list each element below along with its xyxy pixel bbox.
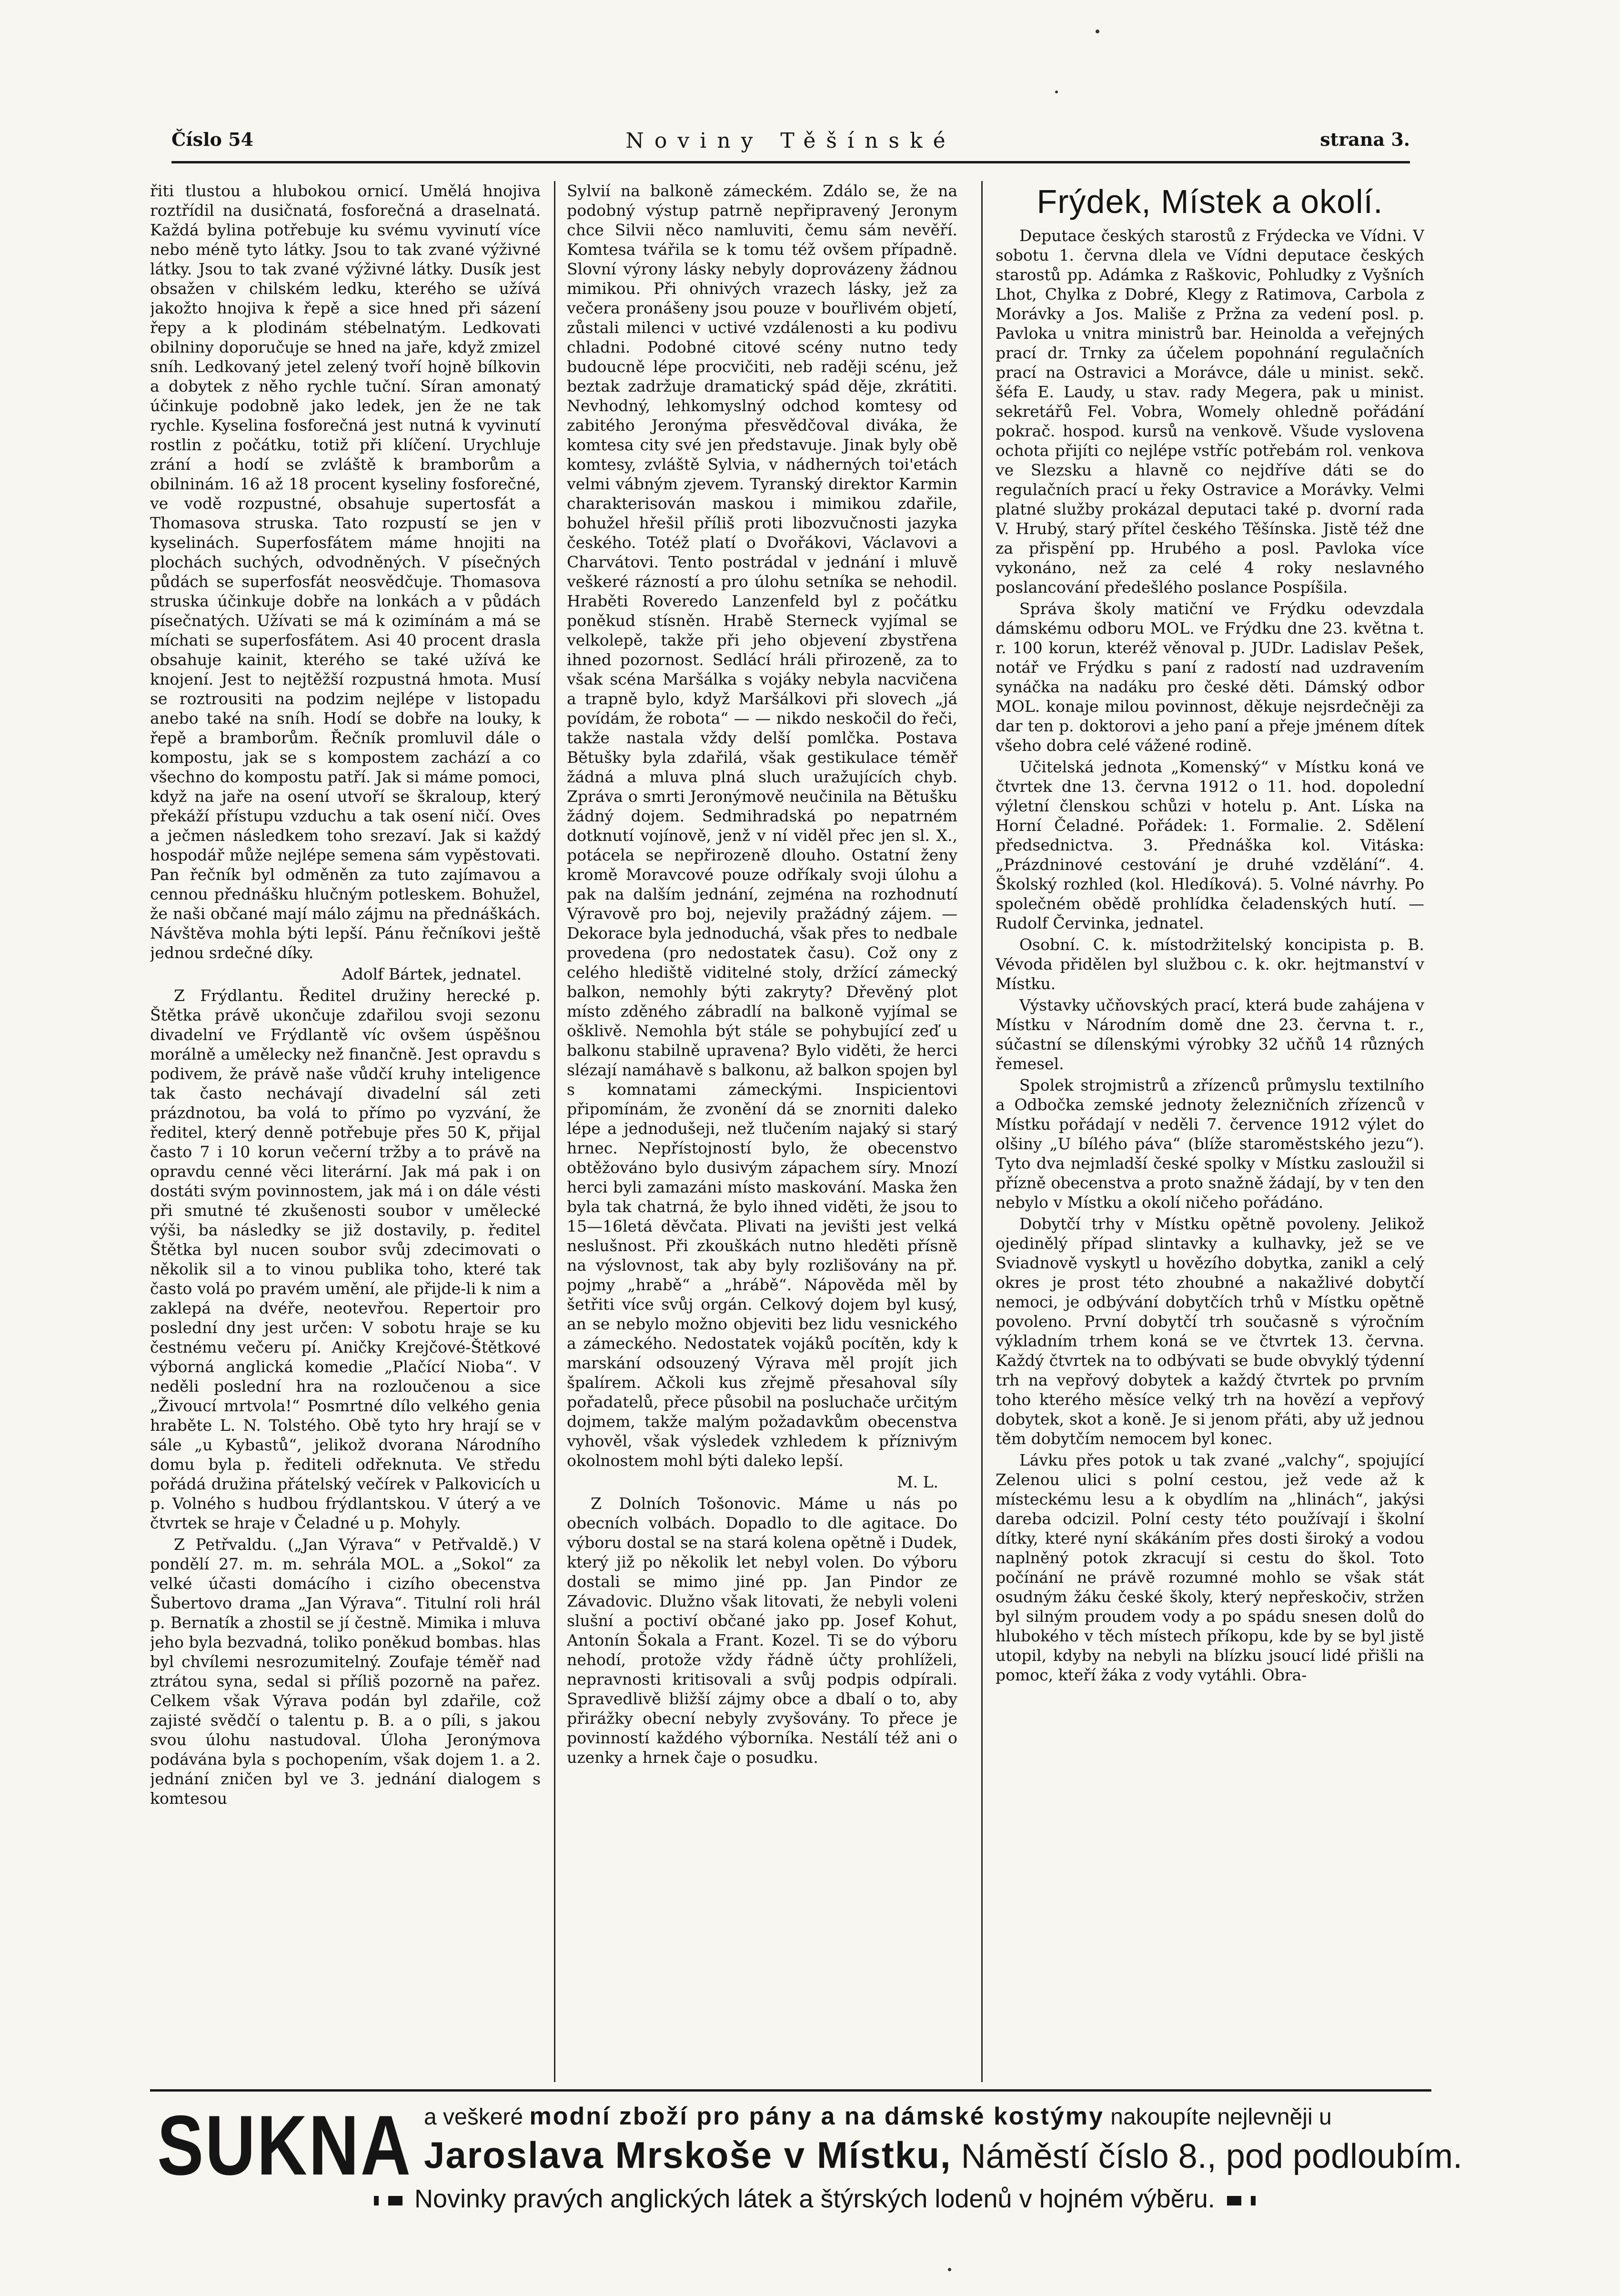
- ornament-mark: [388, 2196, 402, 2205]
- ad-text: Novinky pravých anglických látek a štýrských lodenů v hojném výběru.: [414, 2185, 1215, 2213]
- column-divider: [554, 181, 555, 2082]
- article-lavka: Lávku přes potok u tak zvané „valchy“, spojující Zelenou ulici s polní cestou, jež vede až k místeckému lesu a k obydlím na „hlinách“, jakýsi dareba odcizil. Polní cesty této používají i školní dítky, které nyní skákáním přes dosti široký a vodou naplněný potok zkracují si cestu do škol. Toto počínání ne právě rozumné mohlo se však stát osudným žáku české školy, který nepřeskočiv, stržen byl silným proudem vody a po spádu snesen dolů do hlubokého v těch místech příkopu, kde by se byl jistě utopil, kdyby na nebyli na blízku jsoucí lidé přišli na pomoc, kteří žáka z vody vytáhli. Obra-: [996, 1451, 1424, 1684]
- article-signature: M. L.: [896, 1473, 938, 1491]
- page-header: [171, 128, 1410, 163]
- ad-text: nakoupíte nejlevněji u: [1110, 2104, 1332, 2130]
- column-2: [567, 181, 957, 2082]
- article-petrvald: Z Petřvaldu. („Jan Výrava“ v Petřvaldě.) V pondělí 27. m. m. sehrála MOL. a „Sokol“ za velké účasti domácího i cizího obecenstva Šubertovo drama „Jan Výrava“. Titulní roli hrál p. Bernatík a zhostil se jí čestně. Mimika i mluva jeho byla bezvadná, toliko poněkud bombas. hlas byl chvílemi nesrozumitelný. Zoufaje téměř nad ztrátou syna, sedal si příliš pozorně na pařez. Celkem však Výrava podán byl zdařile, což zajisté svědčí o talentu p. B. a o píli, s jakou svou úlohu nastudoval. Úloha Jeronýmova podávána byla s pochopením, však dojem 1. a 2. jednání zničen byl ve 3. jednání dialogem s komtesou: [150, 1535, 541, 1808]
- column-1: [150, 181, 541, 2082]
- print-speck: [1096, 30, 1099, 33]
- article-skola: Správa školy matiční ve Frýdku odevzdala dámskému odboru MOL. ve Frýdku dne 23. května t. r. 100 korun, kteréž věnoval p. JUDr. Ladislav Pešek, notář ve Frýdku s paní z radostí nad uzdravením synáčka na nadáku pro české děti. Dámský odbor MOL. konaje milou povinnost, děkuje nejsrdečněji za dar ten p. doktorovi a jeho paní a přeje jménem dítek všeho dobra celé vážené rodině.: [996, 599, 1424, 755]
- page-number: strana 3.: [1320, 129, 1410, 150]
- column-3: [996, 181, 1424, 2082]
- article-deputace: Deputace českých starostů z Frýdecka ve Vídni. V sobotu 1. června dlela ve Vídni deputace českých starostů pp. Adámka z Raškovic, Pohludky z Vyšních Lhot, Chylka z Dobré, Klegy z Ratimova, Carbola z Morávky a Jos. Mališe z Pržna za vedení posl. p. Pavloka u vnitra ministrů bar. Heinolda a veřejných prací dr. Trnky za účelem popohnání regulačních prací na Ostravici a Morávce, dále u minist. sekč. šéfa E. Laudy, u stav. rady Megera, pak u minist. sekretářů Fel. Vobra, Womely ohledně pořádání pokrač. hospod. kursů na venkově. Všude vyslovena ochota přijíti co nejlépe vstříc potřebám rol. venkova ve Slezsku a hlavně co nejdříve dáti se do regulačních prací u řeky Ostravice a Morávky. Velmi platné služby prokázal deputaci také p. dvorní rada V. Hrubý, starý přítel českého Těšínska. Jistě též dne za přispění pp. Hrubého a posl. Pavloka více vykonáno, než za celé 4 roky neslavného poslancování předešlého poslance Pospíšila.: [996, 226, 1424, 597]
- print-speck: [1055, 91, 1058, 93]
- article-paragraph: Sylvií na balkoně zámeckém. Zdálo se, že na podobný výstup patrně nepřipravený Jeronym chce Silvii něco namluviti, čemu sám nevěří. Komtesa tvářila se k tomu též ovšem případně. Slovní výrony lásky nebyly doprovázeny žádnou mimikou. Při ohnivých vrazech lásky, jež za večera pronášeny jsou pouze v bouřlivém objetí, zůstali milenci v uctivé vzdálenosti a ku podivu chladni. Podobné citové scény nutno tedy budoucně lépe procvičiti, neb raději scénu, jež beztak zadržuje dramatický spád děje, zkrátiti. Nevhodný, lehkomyslný odchod komtesy od zabitého Jeronýma přesvědčoval diváka, že komtesa city své jen představuje. Jinak byly obě komtesy, zvláště Sylvia, v nádherných toi'etách velmi vábným zjevem. Tyranský direktor Karmin charakterisován maskou i mimikou zdařile, bohužel hřešil příliš proti libozvučnosti jazyka českého. Totéž platí o Dvořákovi, Václavovi a Charvátovi. Tento postrádal v jednání i mluvě veškeré rázností a pro úlohu setníka se nehodil. Hraběti Roveredo Lanzenfeld byl z počátku poněkud stísněn. Hrabě Sterneck vyjímal se velkolepě, takže při jeho objevení zbystřena ihned pozornost. Sedlácí hráli přirozeně, za to však scéna Maršálka s vojáky nebyla nacvičena a trapně bylo, když Maršálkovi při slovech „já povídám, že robota“ — — nikdo neskočil do řeči, takže nastala vždy delší pomlčka. Postava Bětušky byla zdařilá, však gestikulace téměř žádná a mluva plná sluch uražujících chyb. Zpráva o smrti Jeronýmově neučinila na Bětušku žádný dojem. Sedmihradská po nepatrném dotknutí vojínově, jenž v ní viděl přec jen sl. X., potácela se nepřirozeně dlouho. Ostatní ženy kromě Moravcové pouze odříkaly svoji úlohu a pak na dalším jednání, zejména na rozhodnutí Výravově pro boj, nejevily pražádný zájem. — Dekorace byla jednoduchá, však přes to nedbale provedena (pro nedostatek času). Což ony z celého hlediště viditelné stoly, držící zámecký balkon, nemohly býti zakryty? Dřevěný plot místo zděného zábradlí na balkoně vyjímal se ošklivě. Nemohla být stále se pohybující zeď u balkonu stabilně upravena? Bylo viděti, že herci slézají namáhavě s balkonu, až balkon spojen byl s komnatami zámeckými. Inspicientovi připomínám, že zvonění dá se znorniti daleko lépe a jednodušeji, než tlučením najaký si starý hrnec. Nepřístojností bylo, že obecenstvo obtěžováno bylo dusivým zápachem síry. Mnozí herci byli zamazáni místo maskování. Maska žen byla tak chatrná, že bylo ihned viděti, že jsou to 15—16letá děvčata. Plivati na jevišti jest velká neslušnost. Při zkouškách nutno hleděti přísně na výslovnost, tak aby byly rozlišovány na př. pojmy „hrabě“ a „hrábě“. Nápověda měl by šetřiti více svůj orgán. Celkový dojem byl kusý, an se nebylo možno objeviti bez lidu vesnického a zámeckého. Nedostatek vojáků pocítěn, kdy k marskání odsouzený Výrava měl projít jich špalírem. Ačkoli kus zřejmě přesahoval síly pořadatelů, přece působil na posluchače určitým dojmem, takže malým požadavkům obecenstva vyhověl, však výsledek vzhledem k příznivým okolnostem mohl býti daleko lepší.: [567, 182, 957, 1470]
- ad-line-3: [369, 2184, 1260, 2214]
- ad-headline: SUKNA: [157, 2098, 413, 2193]
- ad-text: a veškeré: [424, 2104, 523, 2130]
- article-komensky: Učitelská jednota „Komenský“ v Místku koná ve čtvrtek dne 13. června 1912 o 11. hod. dopolední výletní členskou schůzi v hotelu p. Ant. Líska na Horní Čeladné. Pořádek: 1. Formalie. 2. Sdělení předsednictva. 3. Přednáška kol. Vitáska: „Prázdninové cestování je druhé vzdělání“. 4. Školský rozhled (kol. Hledíková). 5. Volné návrhy. Po společném obědě prohlídka čeladenských hutí. — Rudolf Červinka, jednatel.: [996, 758, 1424, 932]
- ad-line-1: [424, 2102, 1332, 2131]
- newspaper-title: Noviny Těšínské: [625, 129, 956, 153]
- issue-number: Číslo 54: [171, 129, 253, 150]
- ad-line-2: [424, 2134, 1462, 2177]
- column-divider: [981, 181, 983, 2082]
- advertisement: [150, 2089, 1463, 2244]
- ad-address: Náměstí číslo 8., pod podloubím.: [961, 2137, 1463, 2175]
- article-paragraph: řiti tlustou a hlubokou ornicí. Umělá hnojiva roztřídil na dusičnatá, fosforečná a draselnatá. Každá bylina potřebuje ku svému vyvinutí více nebo méně tyto látky. Jsou to tak zvané výživné látky. Jsou to tak zvané výživné látky. Dusík jest obsažen v chilském ledku, kterého se užívá jakožto hnojiva k řepě a sice hned při sázení řepy a k plodinám stébelnatým. Ledkovati obilniny doporučuje se hned na jaře, když zmizel sníh. Ledkovaný jetel zelený tvoří hojně bílkovin a dobytek z něho rychle tuční. Síran amonatý účinkuje podobně jako ledek, jen že ne tak rychle. Kyselina fosforečná jest nutná k vyvinutí rostlin z počátku, totiž při klíčení. Urychluje zrání a hodí se zvláště k bramborům a obilninám. 16 až 18 procent kyseliny fosforečné, ve vodě rozpustné, obsahuje supertosfát a Thomasova struska. Tato rozpustí se jen v kyselinách. Superfosfátem máme hnojiti na plochách suchých, odvodněných. V písečných půdách se superfosfát neosvědčuje. Thomasova struska účinkuje dobře na lonkách a v půdách písečnatých. Užívati se má k ozimínám a má se míchati se superfosfátem. Asi 40 procent drasla obsahuje kainit, kterého se také užívá ke knojení. Jest to nejtěžší rozpustná hmota. Musí se roztrousiti na podzim nejlépe v listopadu anebo také na sníh. Hodí se dobře na louky, k řepě a bramborům. Řečník promluvil dále o kompostu, jak se s kompostem zachází a co všechno do kompostu patří. Jak si máme pomoci, když na jaře na osení utvoří se škraloup, který překáží přístupu vzduchu a tak osení ničí. Oves a ječmen následkem toho srezaví. Jak si každý hospodář může nejlépe semena sám vypěstovati. Pan řečník byl odměněn za tuto zajímavou a cennou přednášku hlučným potleskem. Bohužel, že naši občané mají málo zájmu na přednáškách. Návštěva mohla býti lepší. Pánu řečníkovi ještě jednou srdečné díky.: [150, 182, 541, 962]
- article-dolni-tosonovice: Z Dolních Tošonovic. Máme u nás po obecních volbách. Dopadlo to dle agitace. Do výboru dostal se na stará kolena opětně i Dudek, který již po několik let nebyl volen. Do výboru dostali se mimo jiné pp. Jan Pindor ze Závadovic. Dlužno však litovati, že nebyli voleni slušní a poctiví občané jako pp. Josef Kohut, Antonín Šokala a Frant. Kozel. Ti se do výboru nehodí, protože vždy řádně účty prohlíželi, nepravnosti kritisovali a svůj podpis odpírali. Spravedlivě bližší zájmy obce a dbalí o to, aby přirážky obecní nebyly zvyšovány. To přece je povinností každého výborníka. Nestálí též ani o uzenky a hrnek čaje o posudku.: [567, 1494, 957, 1767]
- article-vystavky: Výstavky učňovských prací, která bude zahájena v Místku v Národním domě dne 23. června t. r., súčastní se dílenskými výrobky 32 učňů 14 různých řemesel.: [996, 996, 1424, 1073]
- ornament-mark: [1227, 2196, 1241, 2205]
- ad-merchant-name: Jaroslava Mrskoše v Místku,: [424, 2134, 952, 2176]
- article-spolek: Spolek strojmistrů a zřízenců průmyslu textilního a Odbočka zemské jednoty železničních zřízenců v Místku pořádají v neděli 7. července 1912 výlet do olšiny „U bílého páva“ (blíže staroměstského jezu“). Tyto dva nejmladší české spolky v Místku zasloužil si přízně obecenstva a proto snažně žádají, by v ten den nebylo v Místku a okolí ničeho pořádáno.: [996, 1076, 1424, 1212]
- ad-emphasis: modní zboží pro pány a na dámské kostýmy: [529, 2103, 1104, 2130]
- article-frydlant: Z Frýdlantu. Ředitel družiny herecké p. Štětka právě ukončuje zdařilou svoji sezonu divadelní ve Frýdlantě víc ovšem úspěšnou morálně a umělecky než finančně. Jest opravdu s podivem, že právě naše vůdčí kruhy inteligence tak často nechávají divadelní sál zeti prázdnotou, ba volá to přímo po vyzvání, že ředitel, který denně potřebuje přes 50 K, přijal často 7 i 10 korun večerní tržby a to právě na opravdu cenné věci literární. Jak má pak i on dostáti svým povinnostem, jak má i on dále vésti při smutné té zkušenosti soubor v umělecké výši, ba následky se již dostavily, p. ředitel Štětka byl nucen soubor svůj zdecimovati o několik sil a to vinou publika toho, které tak často volá po pravém umění, ale přijde-li k nim a zaklepá na dvéře, neotevřou. Repertoir pro poslední dny jest určen: V sobotu hraje se ku čestnému večeru pí. Aničky Krejčové-Štětkové výborná anglická komedie „Plačící Nioba“. V neděli poslední hra na rozloučenou a sice „Živoucí mrtvola!“ Posmrtné dílo velkého genia hraběte L. N. Tolstého. Obě tyto hry hrají se v sále „u Kybastů“, jelikož dvorana Národního domu byla p. řediteli odřeknuta. Ve středu pořádá družina přátelský večírek v Palkovicích u p. Volného s hudbou frýdlantskou. V úterý a ve čtvrtek se hraje v Čeladné u p. Mohyly.: [150, 986, 541, 1532]
- ornament-mark: [1251, 2196, 1256, 2205]
- print-speck: [948, 2268, 951, 2271]
- article-osobni: Osobní. C. k. místodržitelský koncipista p. B. Vévoda přidělen byl službou c. k. okr. hejtmanství v Místku.: [996, 935, 1424, 993]
- section-title: Frýdek, Místek a okolí.: [1036, 183, 1383, 220]
- ornament-mark: [374, 2196, 379, 2205]
- article-dobytci-trhy: Dobytčí trhy v Místku opětně povoleny. Jelikož ojedinělý případ slintavky a kulhavky, jež se ve Sviadnově vyskytl u hovězího dobytka, zanikl a celý okres je prost této zhoubné a nakažlivé dobytčí nemoci, je odbývání dobytčích trhů v Místku opětně povoleno. První dobytčí trh současně s výročním výkladním trhem koná se ve čtvrtek 13. června. Každý čtvrtek na to odbývati se bude obvyklý týdenní trh na vepřový dobytek a každý čtvrtek po prvním toho kterého měsíce velký trh na hovězí a vepřový dobytek, skot a koně. Je si jenom přáti, aby už jednou těm dobytčím nemocem byl konec.: [996, 1214, 1424, 1448]
- article-signature: Adolf Bártek, jednatel.: [342, 965, 522, 983]
